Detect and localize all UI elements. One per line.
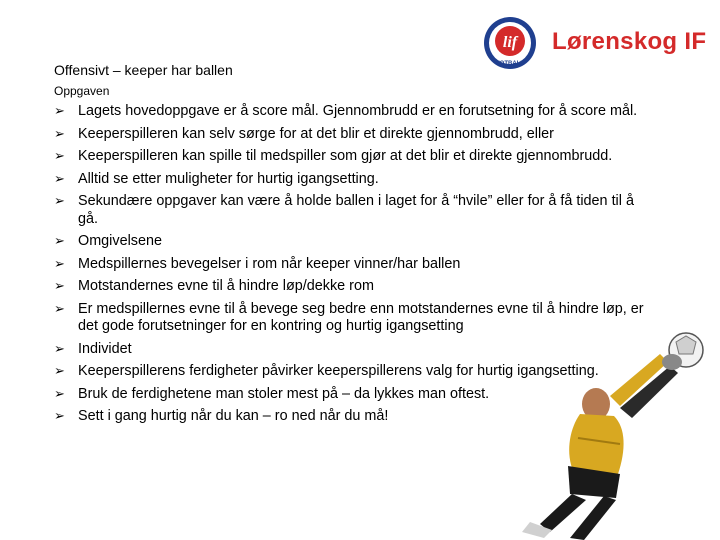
list-item	[54, 386, 644, 404]
arrow-bullet-icon: ➢	[54, 234, 65, 249]
list-item-text: Medspillernes bevegelser i rom når keeper vinner/har ballen	[78, 255, 461, 272]
list-item-text: Keeperspilleren kan spille til medspiller som gjør at det blir et direkte gjennombrudd.	[78, 148, 613, 164]
arrow-bullet-icon: ➢	[54, 364, 65, 379]
list-item-text: Individet	[78, 340, 132, 357]
list-item	[54, 126, 644, 144]
arrow-bullet-icon: ➢	[54, 386, 65, 402]
arrow-bullet-icon: ➢	[54, 301, 65, 317]
arrow-bullet-icon: ➢	[54, 279, 65, 294]
svg-text:FOTBALL: FOTBALL	[496, 61, 524, 67]
arrow-bullet-icon: ➢	[54, 126, 65, 142]
arrow-bullet-icon: ➢	[54, 409, 65, 424]
list-item	[54, 341, 644, 359]
page-title: Offensivt – keeper har ballen	[54, 62, 233, 78]
club-name: Lørenskog IF	[552, 28, 707, 55]
arrow-bullet-icon: ➢	[54, 149, 65, 164]
list-item-text: Keeperspillerens ferdigheter påvirker keeperspillerens valg for hurtig igangsetting.	[78, 363, 599, 379]
list-item	[54, 193, 644, 228]
list-item-text: Motstandernes evne til å hindre løp/dekke rom	[78, 278, 374, 294]
list-item-text: Alltid se etter muligheter for hurtig igangsetting.	[78, 170, 379, 187]
arrow-bullet-icon: ➢	[54, 171, 65, 187]
list-item	[54, 256, 644, 274]
list-item	[54, 233, 644, 251]
list-item	[54, 103, 644, 121]
club-emblem-icon	[470, 14, 550, 72]
list-item	[54, 363, 644, 381]
list-item	[54, 278, 644, 296]
svg-text:lif: lif	[502, 34, 518, 51]
list-item-text: Keeperspilleren kan selv sørge for at det blir et direkte gjennombrudd, eller	[78, 125, 554, 142]
arrow-bullet-icon: ➢	[54, 256, 65, 272]
page-subtitle: Oppgaven	[54, 84, 110, 98]
list-item-text: Er medspillernes evne til å bevege seg bedre enn motstandernes evne til å hindre løp, er det gode forutsetninger for en kontring og hurtig igangsetting	[78, 300, 644, 334]
list-item-text: Sett i gang hurtig når du kan – ro ned når du må!	[78, 408, 389, 424]
arrow-bullet-icon: ➢	[54, 194, 65, 209]
list-item	[54, 408, 644, 426]
list-item-text: Omgivelsene	[78, 233, 162, 249]
list-item-text: Lagets hovedoppgave er å score mål. Gjennombrudd er en forutsetning for å score mål.	[78, 103, 638, 119]
arrow-bullet-icon: ➢	[54, 341, 65, 357]
list-item-text: Sekundære oppgaver kan være å holde ballen i laget for å “hvile” eller for å få tiden til å gå.	[78, 193, 634, 227]
arrow-bullet-icon: ➢	[54, 104, 65, 119]
list-item	[54, 171, 644, 189]
list-item	[54, 301, 644, 336]
bullet-list	[54, 103, 644, 431]
list-item-text: Bruk de ferdighetene man stoler mest på – da lykkes man oftest.	[78, 385, 490, 402]
list-item	[54, 148, 644, 166]
